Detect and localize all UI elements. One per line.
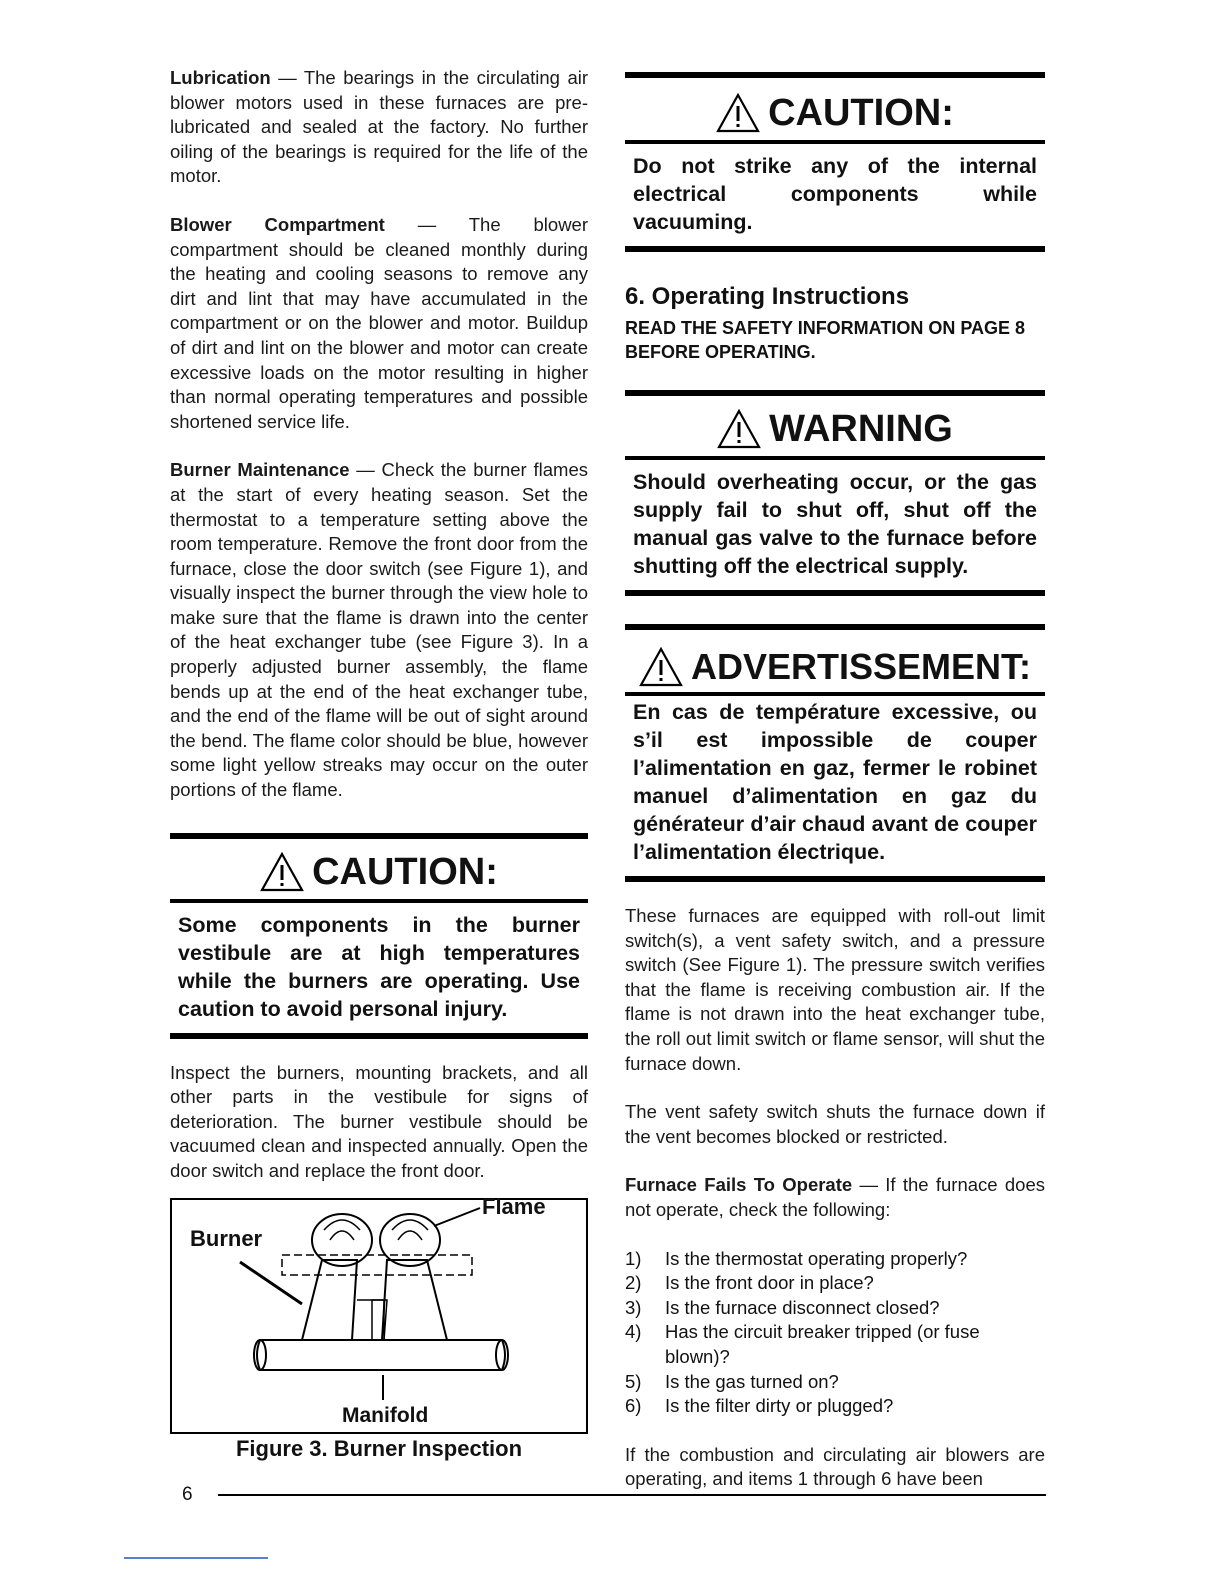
warning-box: [625, 390, 1045, 596]
vent-paragraph: The vent safety switch shuts the furnace down if the vent becomes blocked or restricted.: [625, 1101, 1045, 1147]
burner-label: Burner: [190, 1225, 263, 1251]
caution-title-right: CAUTION:: [625, 90, 1045, 136]
warning-body: Should overheating occur, or the gas supply fail to shut off, shut off the manual gas valve to the furnace before shutting off the electrical supply.: [633, 470, 1037, 578]
advertissement-box: [625, 624, 1045, 882]
fails-heading: Furnace Fails To Operate: [625, 1174, 853, 1196]
switches-paragraph: These furnaces are equipped with roll-out limit switch(s), a vent safety switch, and a pressure switch (See Figure 1). The pressure switch verifies that the flame is receiving combustion air. If the flame is not drawn into the heat exchanger tube, the roll out limit switch or flame sensor, will shut the furnace down.: [625, 905, 1045, 1074]
caution-box-left: [170, 833, 588, 1039]
warning-triangle-icon: [260, 852, 304, 892]
list-item: 3) Is the furnace disconnect closed?: [625, 1296, 940, 1318]
page-number: 6: [182, 1484, 193, 1505]
checklist: [625, 1247, 1045, 1419]
list-item: 1) Is the thermostat operating properly?: [625, 1247, 968, 1269]
lubrication-paragraph: Lubrication — The bearings in the circulating air blower motors used in these furnaces are pre-lubricated and sealed at the factory. No further oiling of the bearings is required for the life of the motor.: [170, 67, 588, 187]
figure-caption: Figure 3. Burner Inspection: [235, 1435, 523, 1461]
lubrication-heading: Lubrication: [170, 67, 271, 88]
list-item: 6) Is the filter dirty or plugged?: [625, 1395, 894, 1417]
list-item: 2) Is the front door in place?: [625, 1272, 874, 1294]
blower-paragraph: Blower Compartment — The blower compartment should be cleaned monthly during the heating and cooling seasons to remove any dirt and lint that may have accumulated in the compartment or on the blower and motor. Buildup of dirt and lint on the blower and motor can create excessive loads on the motor resulting in higher than normal operating temperatures and possible shortened service life.: [170, 213, 589, 432]
fails-paragraph: Furnace Fails To Operate — If the furnace does not operate, check the following:: [625, 1174, 1045, 1220]
warning-title: WARNING: [625, 406, 1045, 452]
burner-figure: [170, 1193, 588, 1434]
caution-box-right: [625, 72, 1045, 252]
blower-heading: Blower Compartment: [170, 213, 385, 235]
blowers-paragraph: If the combustion and circulating air blowers are operating, and items 1 through 6 have been: [625, 1443, 1045, 1490]
bottom-link-underline: [124, 1557, 268, 1559]
caution-body-left: Some components in the burner vestibule are at high temperatures while the burners are operating. Use caution to avoid personal injury.: [178, 912, 580, 1021]
caution-body-right: Do not strike any of the internal electrical components while vacuuming.: [633, 154, 1037, 234]
flame-label: Flame: [482, 1193, 546, 1219]
burner-paragraph: Burner Maintenance — Check the burner flames at the start of every heating season. Set the thermostat to a temperature setting above the room temperature. Remove the front door from the furnace, close the door switch (see Figure 1), and visually inspect the burner through the view hole to make sure that the flame is drawn into the center of the heat exchanger tube (see Figure 3). In a properly adjusted burner assembly, the flame bends up at the end of the heat exchanger tube, and the end of the flame will be out of sight around the bend. The flame color should be blue, however some light yellow streaks may occur on the outer portions of the flame.: [170, 459, 588, 801]
warning-triangle-icon: [639, 647, 683, 687]
warning-triangle-icon: [716, 93, 760, 133]
left-column: [170, 66, 588, 1462]
list-item: 5) Is the gas turned on?: [625, 1370, 839, 1392]
section-title: 6. Operating Instructions: [625, 283, 910, 310]
advertissement-title: ADVERTISSEMENT:: [625, 644, 1045, 690]
advertissement-body: En cas de température excessive, ou s’il est impossible de couper l’alimentation en gaz, fermer le robinet manuel d’alimentation en gaz du générateur d’air chaud avant de couper l’alimentation électrique.: [633, 700, 1037, 864]
section-subtitle: READ THE SAFETY INFORMATION ON PAGE 8 BEFORE OPERATING.: [625, 318, 1026, 362]
footer-divider: [218, 1494, 1046, 1496]
manifold-label: Manifold: [342, 1403, 429, 1427]
burner-heading: Burner Maintenance: [170, 459, 350, 481]
warning-triangle-icon: [717, 409, 761, 449]
list-item: 4) Has the circuit breaker tripped (or fuse blown)?: [625, 1321, 980, 1367]
right-column: [625, 72, 1045, 1492]
inspect-paragraph: Inspect the burners, mounting brackets, and all other parts in the vestibule for signs of deterioration. The burner vestibule should be vacuumed clean and inspected annually. Open the door switch and replace the front door.: [170, 1061, 588, 1181]
caution-title-left: CAUTION:: [170, 849, 588, 895]
